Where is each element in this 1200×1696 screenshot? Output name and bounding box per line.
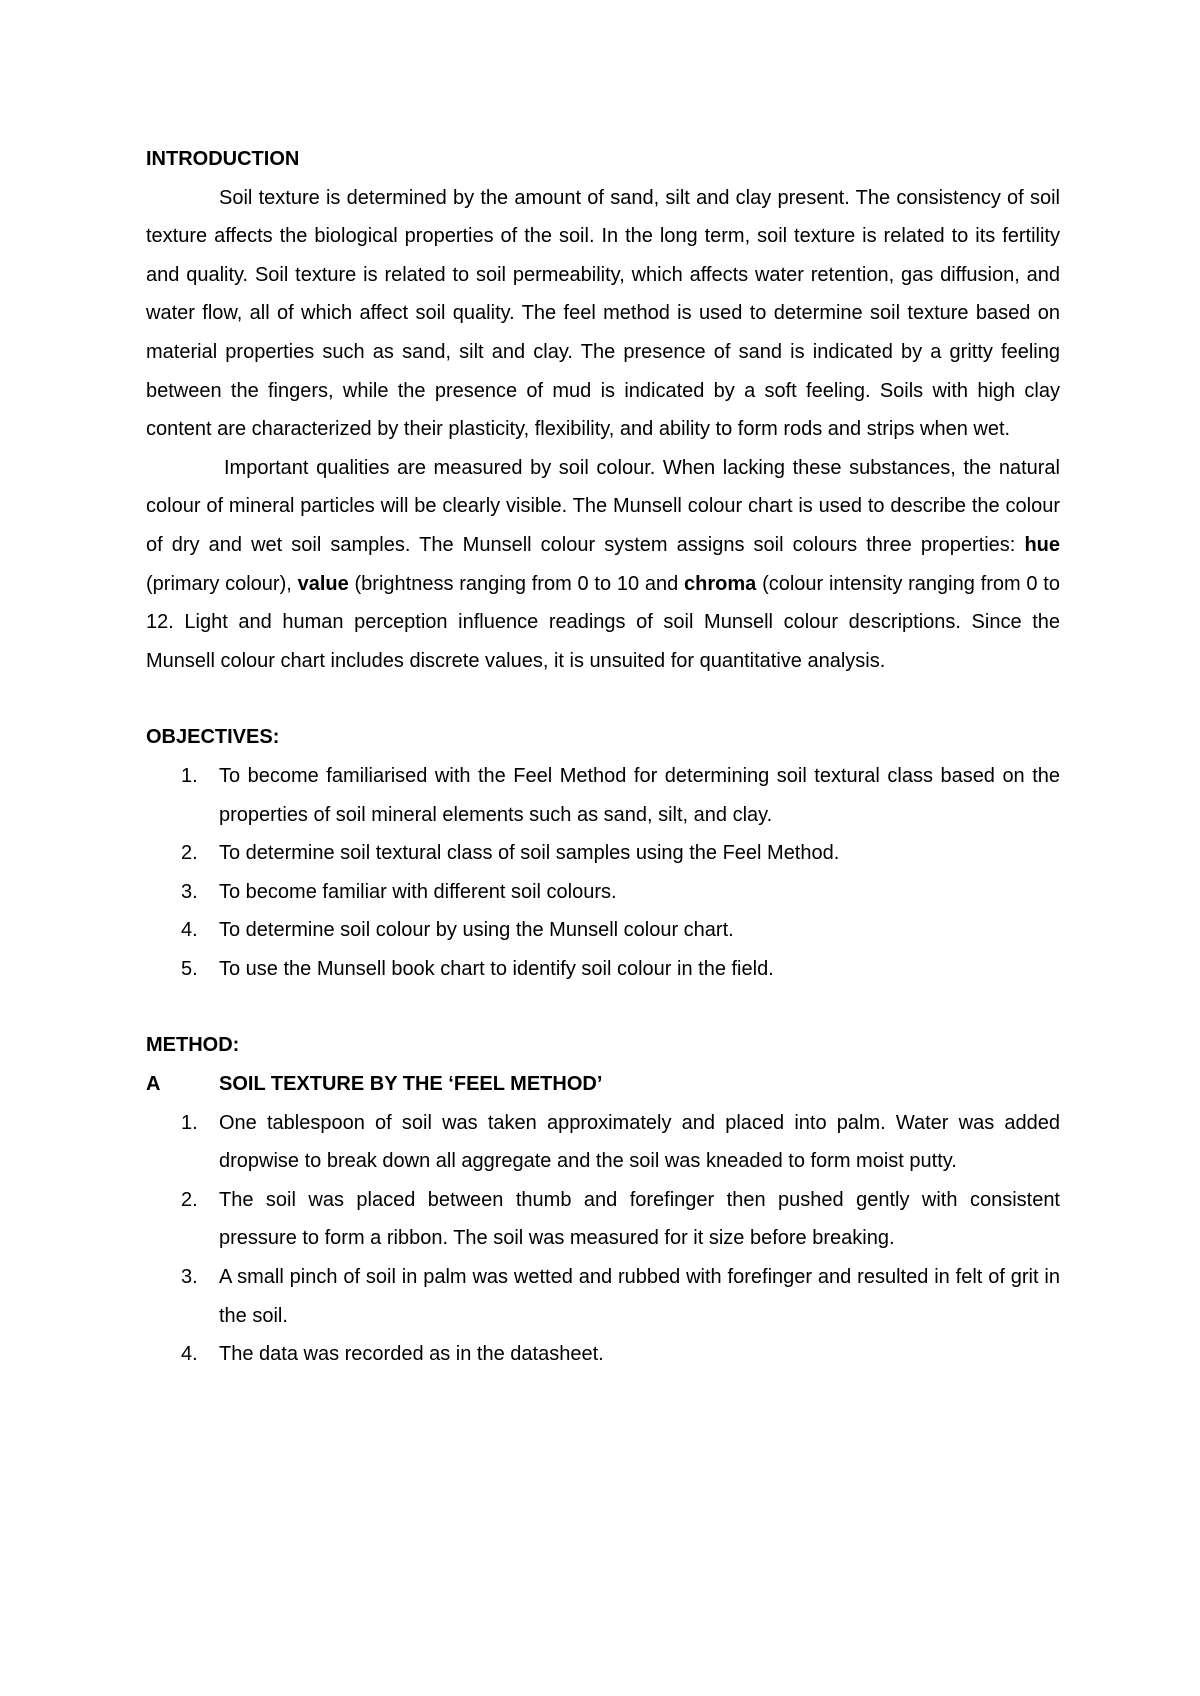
method-steps-list xyxy=(146,1104,1060,1374)
objectives-heading: OBJECTIVES: xyxy=(146,726,280,749)
section-spacer xyxy=(146,680,1060,718)
method-step xyxy=(146,1181,1060,1258)
objective-item xyxy=(146,757,1060,834)
method-step xyxy=(146,1104,1060,1181)
objective-text: To become familiar with different soil colours. xyxy=(219,880,617,903)
objective-item xyxy=(146,950,1060,989)
step-number: 4. xyxy=(181,1343,198,1366)
paragraph-text: (colour intensity ranging from 0 to 12. Light and human perception influence readings of soil Munsell colour descriptions. Since the Munsell colour chart includes discrete values, it is unsuited for quantitative analysis. xyxy=(146,572,1060,672)
step-text: A small pinch of soil in palm was wetted and rubbed with forefinger and resulted in felt of grit in the soil. xyxy=(219,1266,1060,1327)
step-number: 1. xyxy=(181,1111,198,1134)
objective-number: 4. xyxy=(181,919,198,942)
document-page xyxy=(146,140,1060,1374)
term-value: value xyxy=(297,572,349,595)
objective-item xyxy=(146,834,1060,873)
step-number: 3. xyxy=(181,1266,198,1289)
introduction-paragraph-2 xyxy=(146,449,1060,681)
paragraph-text: Important qualities are measured by soil colour. When lacking these substances, the natural colour of mineral particles will be clearly visible. The Munsell colour chart is used to describe the colour of dry and wet soil samples. The Munsell colour system assigns soil colours three properties: xyxy=(146,456,1060,556)
objective-text: To determine soil colour by using the Munsell colour chart. xyxy=(219,919,734,942)
step-text: The data was recorded as in the datasheet. xyxy=(219,1343,604,1366)
introduction-paragraph-1: Soil texture is determined by the amount of sand, silt and clay present. The consistency of soil texture affects the biological properties of the soil. In the long term, soil texture is related to its fertility and quality. Soil texture is related to soil permeability, which affects water retention, gas diffusion, and water flow, all of which affect soil quality. The feel method is used to determine soil texture based on material properties such as sand, silt and clay. The presence of sand is indicated by a gritty feeling between the fingers, while the presence of mud is indicated by a soft feeling. Soils with high clay content are characterized by their plasticity, flexibility, and ability to form rods and strips when wet. xyxy=(146,186,1060,441)
objective-number: 1. xyxy=(181,764,198,787)
introduction-heading: INTRODUCTION xyxy=(146,148,300,170)
objective-number: 2. xyxy=(181,842,198,865)
objective-number: 3. xyxy=(181,880,198,903)
objective-text: To become familiarised with the Feel Method for determining soil textural class based on the properties of soil mineral elements such as sand, silt, and clay. xyxy=(219,764,1060,826)
term-chroma: chroma xyxy=(684,572,757,595)
objective-text: To determine soil textural class of soil samples using the Feel Method. xyxy=(219,842,840,865)
method-section-a-heading xyxy=(146,1065,1060,1104)
method-heading: METHOD: xyxy=(146,1034,240,1057)
method-step xyxy=(146,1258,1060,1335)
paragraph-text: (brightness ranging from 0 to 10 and xyxy=(348,572,685,595)
section-spacer xyxy=(146,988,1060,1026)
method-step xyxy=(146,1335,1060,1374)
section-title: SOIL TEXTURE BY THE ‘FEEL METHOD’ xyxy=(219,1073,603,1096)
objective-number: 5. xyxy=(181,957,198,980)
objective-item xyxy=(146,911,1060,950)
objectives-list xyxy=(146,757,1060,989)
term-hue: hue xyxy=(1024,533,1060,556)
paragraph-text: (primary colour), xyxy=(146,572,298,595)
step-number: 2. xyxy=(181,1188,198,1211)
step-text: One tablespoon of soil was taken approximately and placed into palm. Water was added dropwise to break down all aggregate and the soil was kneaded to form moist putty. xyxy=(219,1111,1060,1173)
section-letter: A xyxy=(146,1073,161,1096)
objective-item xyxy=(146,873,1060,912)
step-text: The soil was placed between thumb and forefinger then pushed gently with consistent pressure to form a ribbon. The soil was measured for it size before breaking. xyxy=(219,1188,1060,1250)
objective-text: To use the Munsell book chart to identify soil colour in the field. xyxy=(219,957,774,980)
